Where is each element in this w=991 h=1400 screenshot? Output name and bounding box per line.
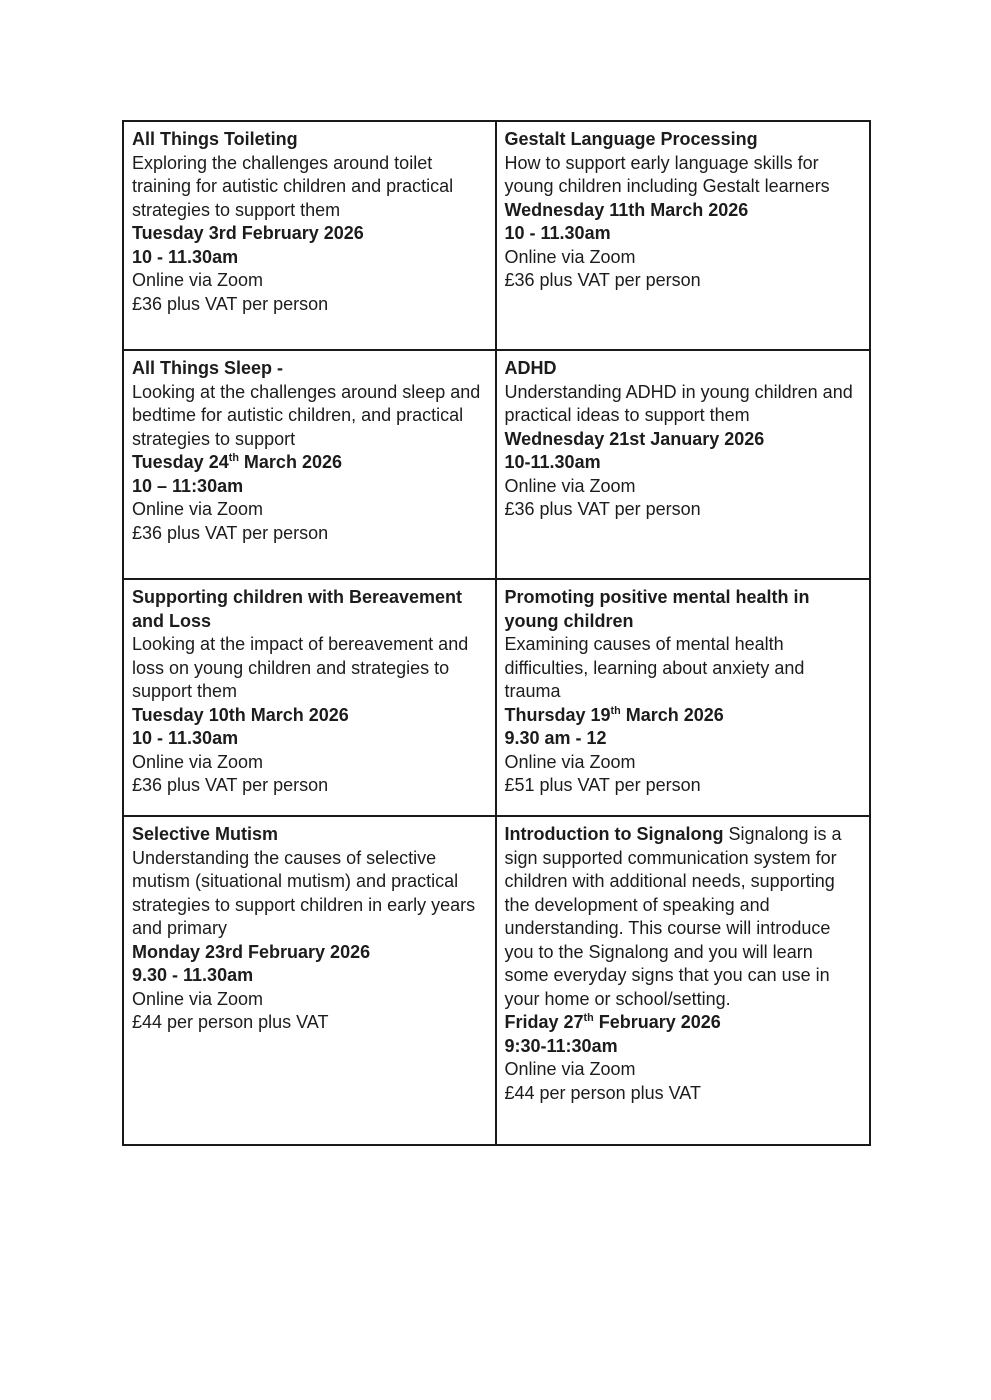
course-time: 10 - 11.30am [504, 223, 611, 243]
course-title: All Things Sleep - [132, 358, 284, 378]
course-cell-introduction-to-signalong [497, 817, 870, 1144]
course-date: Wednesday 21st January 2026 [504, 428, 765, 449]
course-price: £51 plus VAT per person [504, 775, 701, 795]
course-description: Exploring the challenges around toilet training for autistic children and practical strategies to support them [132, 152, 454, 220]
course-cell-adhd [497, 351, 870, 580]
course-date: Friday 27th February 2026 [504, 1012, 721, 1032]
course-cell-bereavement-and-loss [124, 580, 497, 817]
course-intro-paragraph [505, 823, 860, 1011]
course-platform: Online via Zoom [132, 499, 264, 519]
course-time: 10-11.30am [504, 452, 601, 472]
course-time: 10 - 11.30am [132, 728, 239, 748]
ordinal-superscript: th [610, 704, 621, 717]
course-cell-all-things-sleep [124, 351, 497, 580]
course-schedule-table [122, 120, 871, 1146]
course-date: Wednesday 11th March 2026 [504, 199, 749, 220]
course-cell-selective-mutism [124, 817, 497, 1144]
course-date: Tuesday 24th March 2026 [132, 452, 342, 472]
course-description: Examining causes of mental health difficulties, learning about anxiety and trauma [504, 634, 805, 701]
course-time: 9.30 am - 12 [504, 728, 607, 748]
course-description: Looking at the impact of bereavement and loss on young children and strategies to support them [132, 634, 469, 701]
course-platform: Online via Zoom [132, 270, 264, 290]
course-date: Tuesday 10th March 2026 [132, 704, 349, 725]
course-title: ADHD [504, 358, 557, 378]
course-description: How to support early language skills for young children including Gestalt learners [504, 152, 830, 196]
course-title: Introduction to Signalong [504, 824, 724, 844]
course-title: Promoting positive mental health in young children [504, 587, 810, 631]
course-description: Signalong is a sign supported communication system for children with additional needs, supporting the development of speaking and understanding. This course will introduce you to the Signalong and you will learn some everyday signs that you can use in your home or school/setting. [504, 824, 842, 1009]
course-time: 9.30 - 11.30am [132, 965, 254, 985]
ordinal-superscript: th [583, 1012, 594, 1024]
course-title: Selective Mutism [132, 824, 279, 844]
course-price: £36 plus VAT per person [504, 270, 701, 290]
course-time: 9:30-11:30am [504, 1035, 618, 1056]
course-platform: Online via Zoom [132, 751, 264, 772]
course-price: £36 plus VAT per person [504, 499, 701, 519]
course-price: £36 plus VAT per person [132, 775, 329, 795]
course-title: Gestalt Language Processing [504, 129, 758, 149]
course-cell-all-things-toileting [124, 122, 497, 351]
ordinal-superscript: th [228, 452, 239, 464]
course-cell-positive-mental-health [497, 580, 870, 817]
course-platform: Online via Zoom [132, 988, 264, 1009]
course-platform: Online via Zoom [504, 475, 636, 496]
course-date: Monday 23rd February 2026 [132, 941, 371, 962]
course-time: 10 - 11.30am [132, 246, 239, 267]
course-description: Understanding the causes of selective mutism (situational mutism) and practical strategies to support children in early years and primary [132, 847, 476, 938]
course-date: Thursday 19th March 2026 [504, 704, 724, 725]
course-description: Understanding ADHD in young children and practical ideas to support them [504, 381, 853, 425]
course-platform: Online via Zoom [504, 751, 636, 772]
course-time: 10 – 11:30am [132, 475, 244, 496]
course-title: All Things Toileting [132, 129, 298, 149]
course-price: £44 per person plus VAT [504, 1082, 701, 1103]
course-description: Looking at the challenges around sleep and bedtime for autistic children, and practical strategies to support [132, 381, 481, 449]
course-date: Tuesday 3rd February 2026 [132, 223, 364, 243]
course-cell-gestalt-language-processing [497, 122, 870, 351]
course-price: £44 per person plus VAT [132, 1012, 329, 1032]
course-title: Supporting children with Bereavement and Loss [132, 587, 463, 631]
course-price: £36 plus VAT per person [132, 522, 329, 543]
course-price: £36 plus VAT per person [132, 293, 329, 314]
course-platform: Online via Zoom [504, 1059, 636, 1079]
course-platform: Online via Zoom [504, 246, 636, 267]
